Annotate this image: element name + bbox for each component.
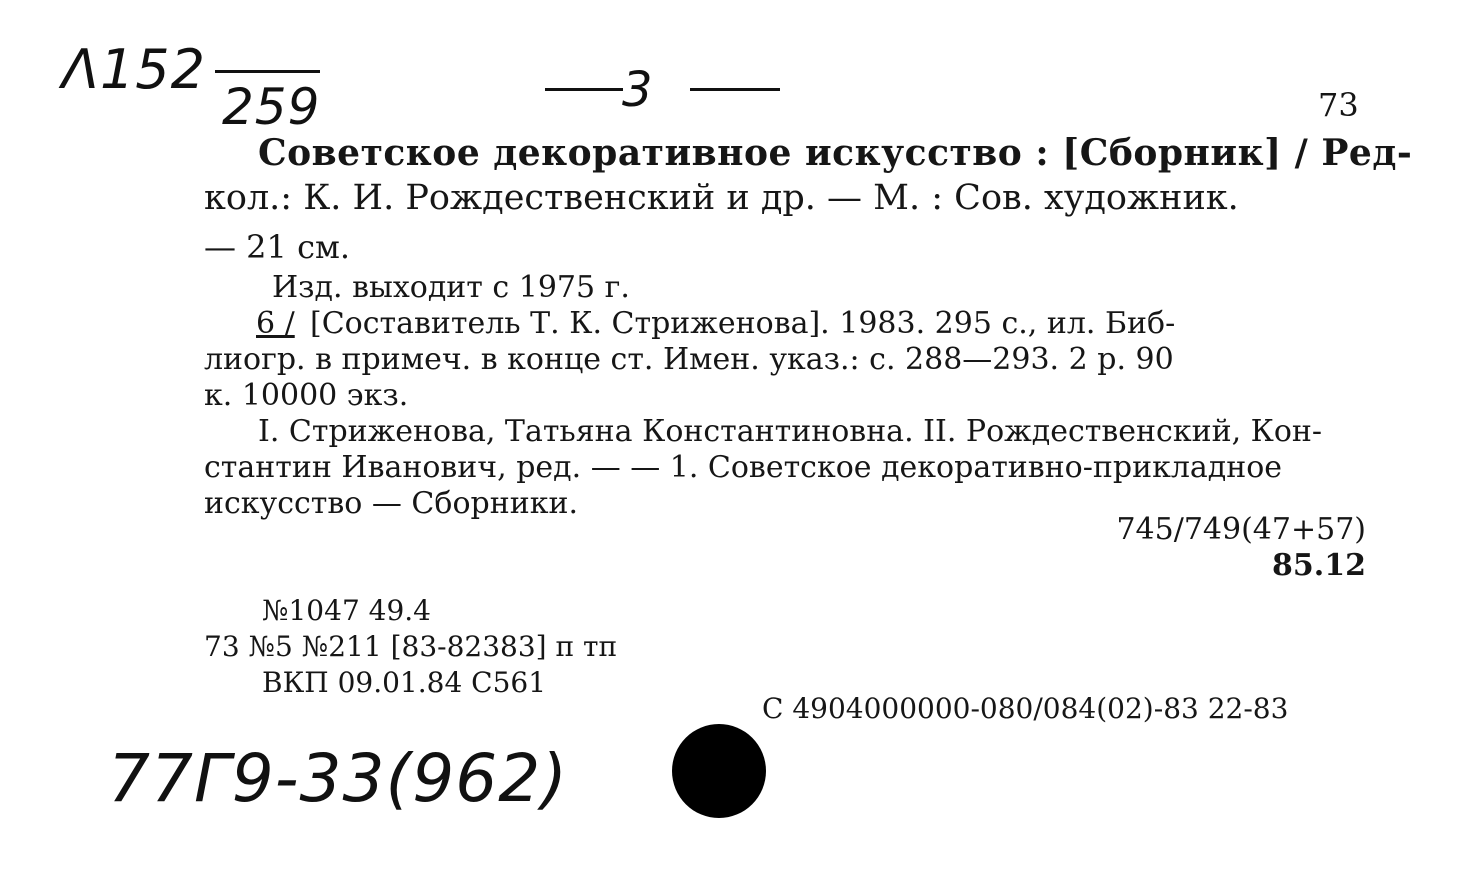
meta-line-3: ВКП 09.01.84 С561 — [262, 666, 547, 699]
meta-line-2: 73 №5 №211 [83-82383] п тп — [204, 630, 618, 663]
meta-line-1: №1047 49.4 — [262, 594, 431, 627]
dash-left — [545, 88, 623, 91]
punch-hole — [672, 724, 766, 818]
card-line-4: Изд. выходит с 1975 г. — [272, 270, 630, 305]
card-line-2: кол.: К. И. Рождественский и др. — М. : Сов. художник. — [204, 178, 1239, 218]
handwritten-shelf-top: Λ152 — [62, 38, 207, 101]
shelf-fraction-line — [215, 70, 320, 73]
dash-right — [690, 88, 780, 91]
publisher-code: С 4904000000-080/084(02)-83 22-83 — [762, 692, 1289, 725]
page-number: 73 — [1318, 86, 1359, 124]
card-line-5: [Составитель Т. К. Стриженова]. 1983. 295 с., ил. Биб- — [310, 306, 1176, 341]
handwritten-number-3: 3 — [622, 62, 654, 118]
card-volume-number: 6 / — [256, 306, 295, 341]
card-line-7: к. 10000 экз. — [204, 378, 409, 413]
card-line-8: I. Стриженова, Татьяна Константиновна. II. Рождественский, Кон- — [258, 414, 1323, 449]
classification-2: 85.12 — [1272, 548, 1366, 583]
card-line-6: лиогр. в примеч. в конце ст. Имен. указ.: с. 288—293. 2 р. 90 — [204, 342, 1174, 377]
classification-1: 745/749(47+57) — [1116, 512, 1366, 547]
handwritten-call-number: 77Г9-33(962) — [108, 740, 569, 817]
card-line-1: Советское декоративное искусство : [Сборник] / Ред- — [258, 132, 1413, 174]
card-line-9: стантин Иванович, ред. — — 1. Советское декоративно-прикладное — [204, 450, 1283, 485]
handwritten-shelf-bottom: 259 — [222, 78, 321, 136]
card-line-3: — 21 см. — [204, 228, 351, 266]
card-line-10: искусство — Сборники. — [204, 486, 578, 521]
